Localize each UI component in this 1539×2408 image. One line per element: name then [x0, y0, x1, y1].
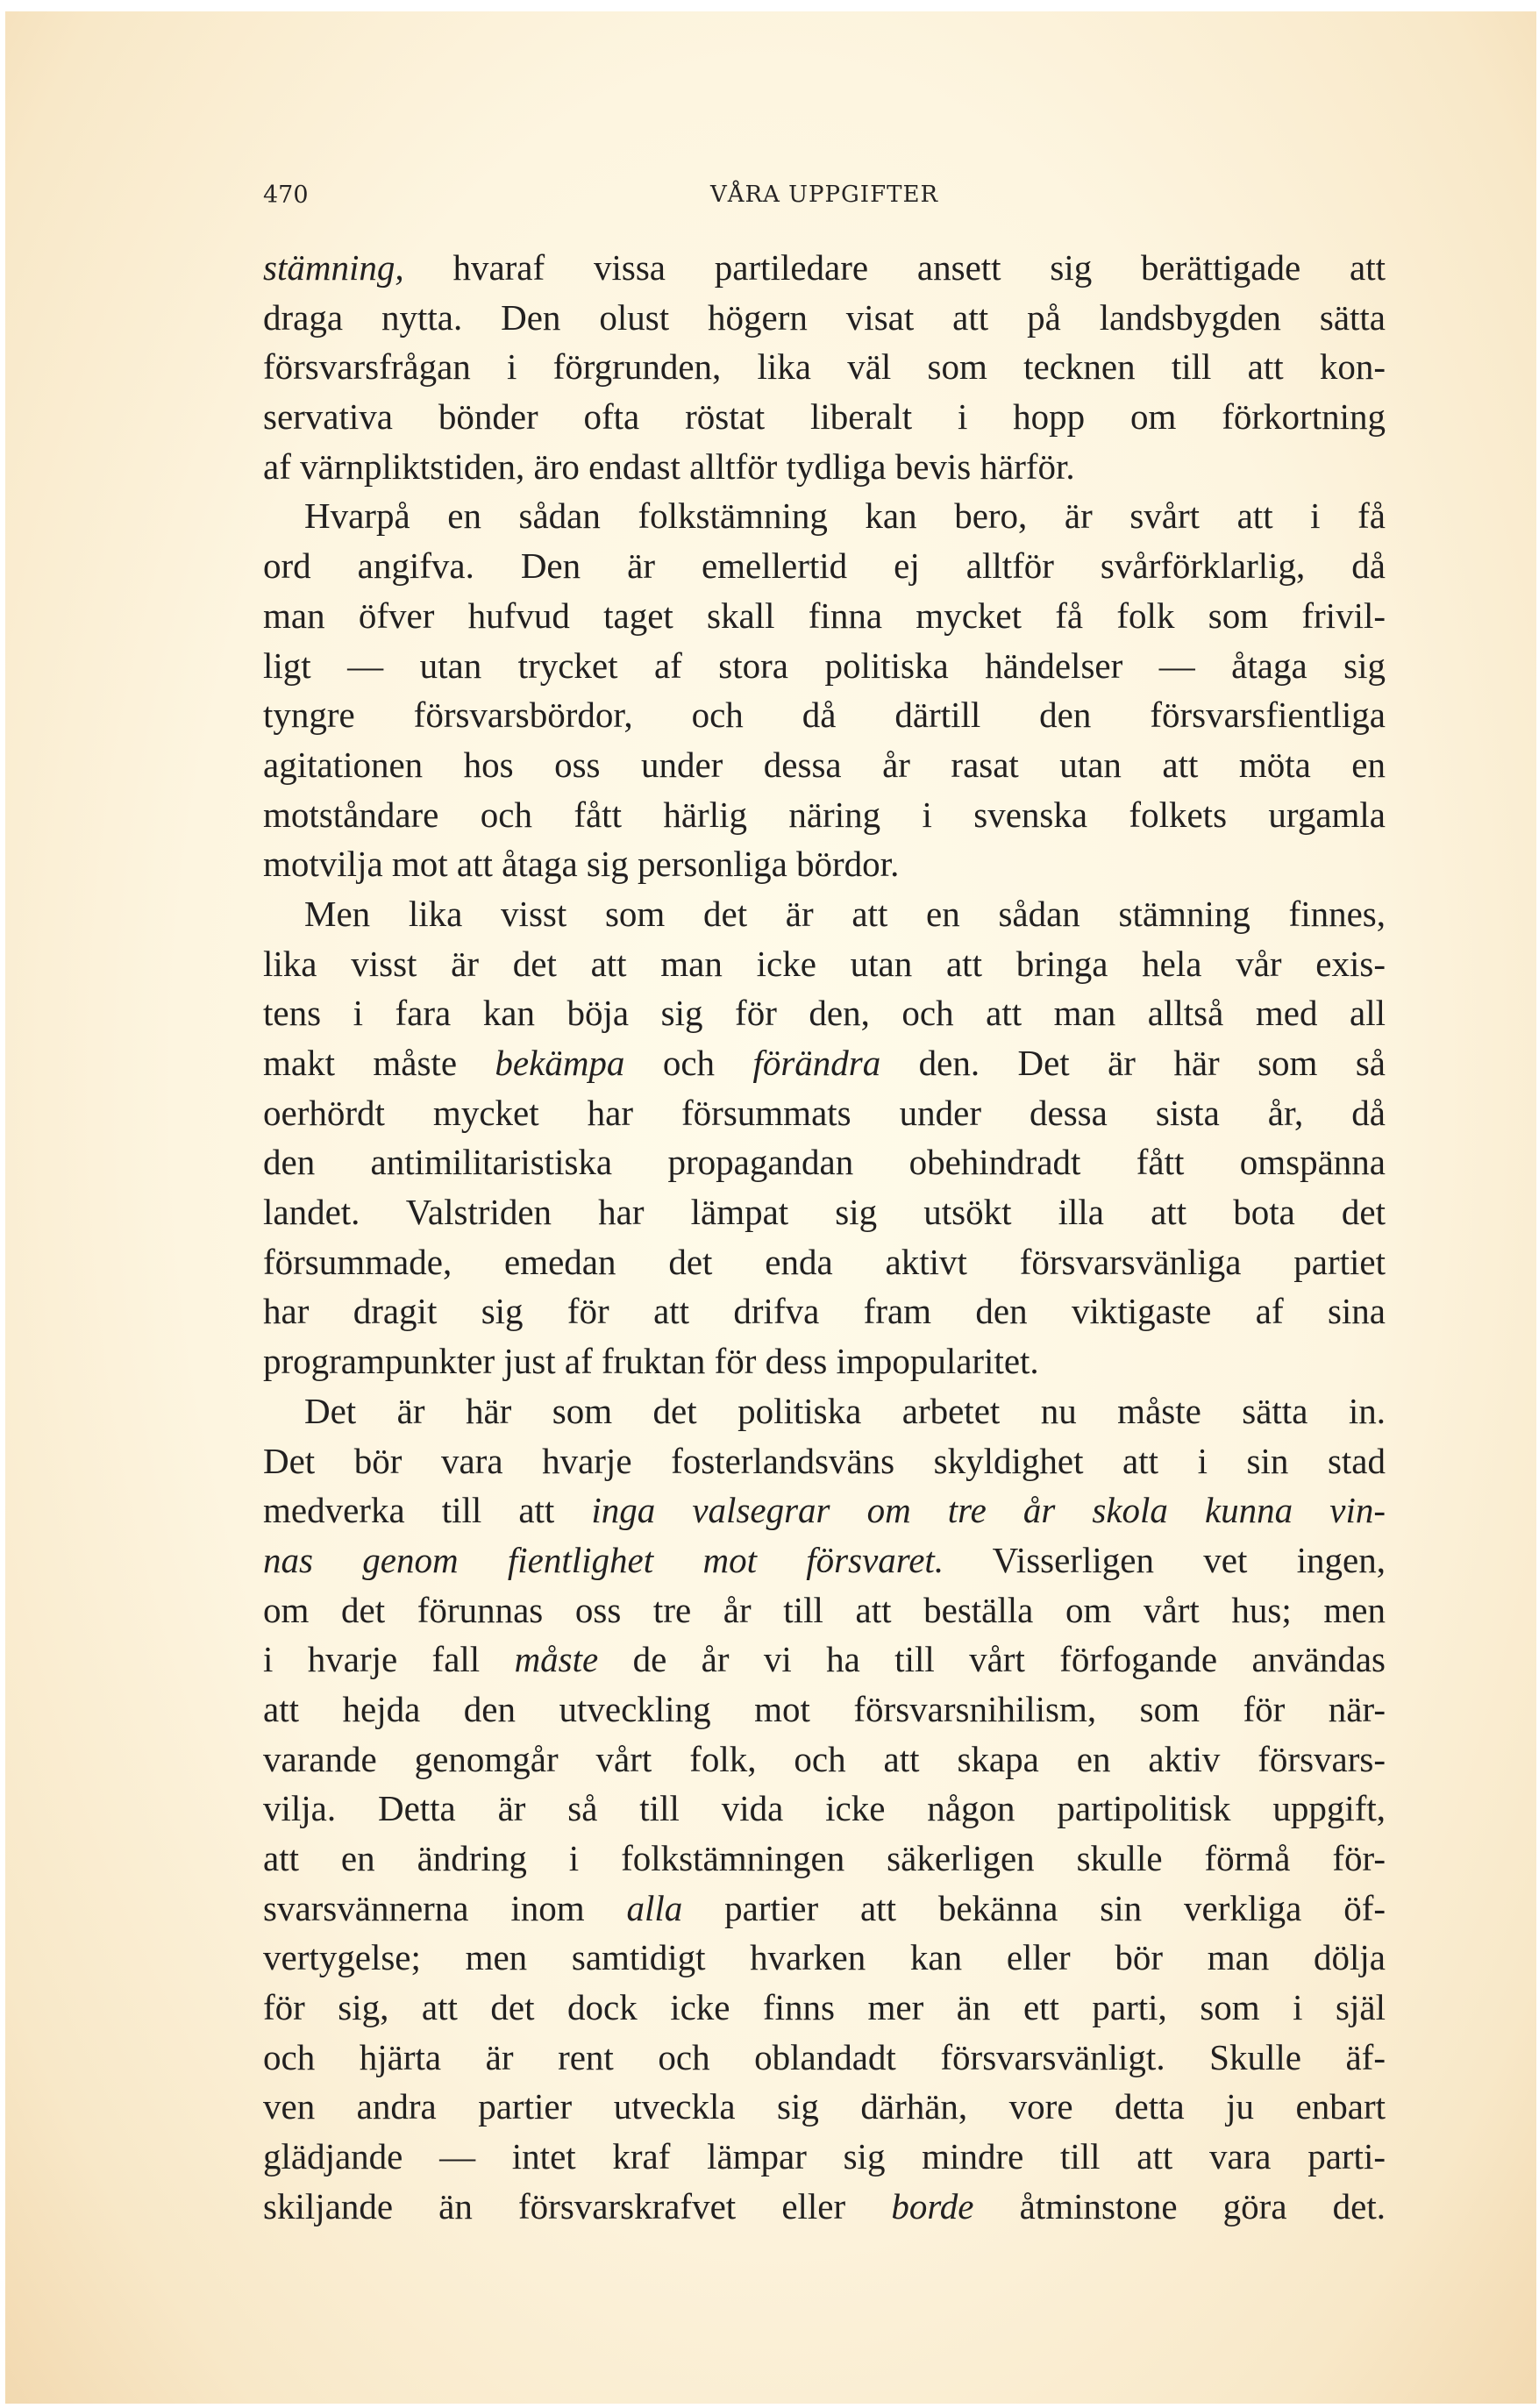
text-line	[263, 1436, 1386, 1486]
text-line	[263, 1038, 1386, 1088]
text-line	[263, 1386, 1386, 1436]
text-run: draga nytta. Den olust högern visat att på landsbygden sätta	[263, 296, 1386, 338]
text-line	[263, 939, 1386, 989]
italic-emphasis: bekämpa	[495, 1043, 625, 1083]
text-run: ord angifva. Den är emellertid ej alltför svårförklarlig, då	[263, 545, 1386, 587]
italic-emphasis: alla	[626, 1887, 683, 1928]
text-line	[263, 839, 1386, 889]
text-line	[263, 790, 1386, 840]
text-run: skiljande än försvarskrafvet eller	[263, 2185, 892, 2226]
text-run: lika visst är det att man icke utan att bringa hela vår exis-	[263, 943, 1386, 984]
text-line	[263, 1088, 1386, 1138]
text-run: af värnpliktstiden, äro endast alltför tydliga bevis härför.	[263, 445, 1075, 487]
text-line	[263, 342, 1386, 392]
text-line	[263, 1784, 1386, 1834]
text-run: om det förunnas oss tre år till att beställa om vårt hus; men	[263, 1589, 1386, 1630]
text-run: glädjande — intet kraf lämpar sig mindre till att vara parti-	[263, 2136, 1386, 2177]
text-run: landet. Valstriden har lämpat sig utsökt illa att bota det	[263, 1192, 1386, 1233]
text-run: vilja. Detta är så till vida icke någon partipolitisk uppgift,	[263, 1788, 1386, 1829]
text-line	[263, 740, 1386, 790]
text-run: försvarsfrågan i förgrunden, lika väl som tecknen till att kon-	[263, 346, 1386, 388]
text-line	[263, 1585, 1386, 1635]
text-line	[263, 392, 1386, 442]
italic-emphasis: förändra	[752, 1043, 881, 1083]
text-run: den antimilitaristiska propagandan obehindradt fått omspänna	[263, 1142, 1386, 1183]
text-line	[263, 988, 1386, 1038]
text-run: tens i fara kan böja sig för den, och att man alltså med all	[263, 993, 1386, 1034]
text-line	[263, 1336, 1386, 1386]
text-run: varande genomgår vårt folk, och att skapa en aktiv försvars-	[263, 1738, 1386, 1779]
text-line	[263, 1983, 1386, 2033]
text-line	[263, 2082, 1386, 2132]
text-line	[263, 293, 1386, 343]
text-line	[263, 1685, 1386, 1735]
text-run: makt måste	[263, 1043, 495, 1083]
text-line	[263, 2132, 1386, 2182]
text-run: tyngre försvarsbördor, och då därtill den försvarsfientliga	[263, 695, 1386, 736]
text-run: åtminstone göra det.	[973, 2185, 1386, 2226]
book-page	[5, 11, 1536, 2404]
text-run: motståndare och fått härlig näring i svenska folkets urgamla	[263, 794, 1386, 835]
text-run: Det är här som det politiska arbetet nu måste sätta in.	[304, 1390, 1386, 1431]
text-line	[263, 2182, 1386, 2232]
page-number: 470	[263, 182, 309, 209]
text-line	[263, 442, 1386, 492]
text-run: programpunkter just af fruktan för dess impopularitet.	[263, 1341, 1039, 1382]
text-run: partier att bekänna sin verkliga öf-	[682, 1887, 1386, 1928]
text-run: och	[624, 1043, 753, 1083]
text-line	[263, 1286, 1386, 1336]
text-line	[263, 1635, 1386, 1685]
text-run: medverka till att	[263, 1490, 592, 1531]
text-run: Det bör vara hvarje fosterlandsväns skyldighet att i sin stad	[263, 1440, 1386, 1481]
text-run: servativa bönder ofta röstat liberalt i hopp om förkortning	[263, 396, 1386, 438]
text-run: att en ändring i folkstämningen säkerligen skulle förmå för-	[263, 1838, 1386, 1878]
text-run: agitationen hos oss under dessa år rasat utan att möta en	[263, 744, 1386, 785]
text-line	[263, 1834, 1386, 1884]
text-line	[263, 1933, 1386, 1983]
text-line	[263, 641, 1386, 691]
body-text	[263, 243, 1386, 2232]
text-run: har dragit sig för att drifva fram den viktigaste af sina	[263, 1291, 1386, 1332]
text-run: ligt — utan trycket af stora politiska händelser — åtaga sig	[263, 645, 1386, 686]
text-run: de år vi ha till vårt förfogande användas	[598, 1639, 1386, 1680]
text-run: den. Det är här som så	[880, 1043, 1386, 1083]
text-line	[263, 491, 1386, 541]
text-line	[263, 591, 1386, 641]
text-run: och hjärta är rent och oblandadt försvarsvänligt. Skulle äf-	[263, 2036, 1386, 2077]
text-run: man öfver hufvud taget skall finna mycket få folk som frivil-	[263, 595, 1386, 636]
text-run: vertygelse; men samtidigt hvarken kan eller bör man dölja	[263, 1937, 1386, 1978]
text-line	[263, 889, 1386, 939]
text-run: för sig, att det dock icke finns mer än ett parti, som i själ	[263, 1987, 1386, 2028]
italic-emphasis: stämning,	[263, 247, 404, 288]
text-line	[263, 1535, 1386, 1585]
page-header	[263, 178, 1386, 213]
italic-emphasis: nas genom fientlighet mot försvaret.	[263, 1539, 944, 1580]
text-run: Hvarpå en sådan folkstämning kan bero, är svårt att i få	[304, 495, 1386, 537]
text-run: svarsvännerna inom	[263, 1887, 627, 1928]
text-line	[263, 1735, 1386, 1785]
text-run: försummade, emedan det enda aktivt försvarsvänliga partiet	[263, 1241, 1386, 1282]
text-line	[263, 243, 1386, 293]
italic-emphasis: borde	[891, 2185, 974, 2226]
text-line	[263, 1137, 1386, 1187]
text-run: att hejda den utveckling mot försvarsnihilism, som för när-	[263, 1688, 1386, 1729]
text-run: Men lika visst som det är att en sådan stämning finnes,	[304, 893, 1386, 934]
text-run: ven andra partier utveckla sig därhän, vore detta ju enbart	[263, 2086, 1386, 2127]
text-run: hvaraf vissa partiledare ansett sig berättigade att	[403, 247, 1386, 288]
italic-emphasis: måste	[514, 1639, 599, 1680]
text-run: oerhördt mycket har försummats under dessa sista år, då	[263, 1092, 1386, 1133]
text-line	[263, 2033, 1386, 2083]
text-line	[263, 1884, 1386, 1934]
text-line	[263, 1485, 1386, 1535]
text-run: Visserligen vet ingen,	[944, 1539, 1386, 1580]
text-run: i hvarje fall	[263, 1639, 515, 1680]
running-title: VÅRA UPPGIFTER	[709, 182, 939, 208]
text-line	[263, 1237, 1386, 1287]
text-run: motvilja mot att åtaga sig personliga bördor.	[263, 844, 900, 885]
text-line	[263, 690, 1386, 740]
text-line	[263, 1187, 1386, 1237]
italic-emphasis: inga valsegrar om tre år skola kunna vin-	[591, 1490, 1386, 1531]
text-line	[263, 541, 1386, 591]
